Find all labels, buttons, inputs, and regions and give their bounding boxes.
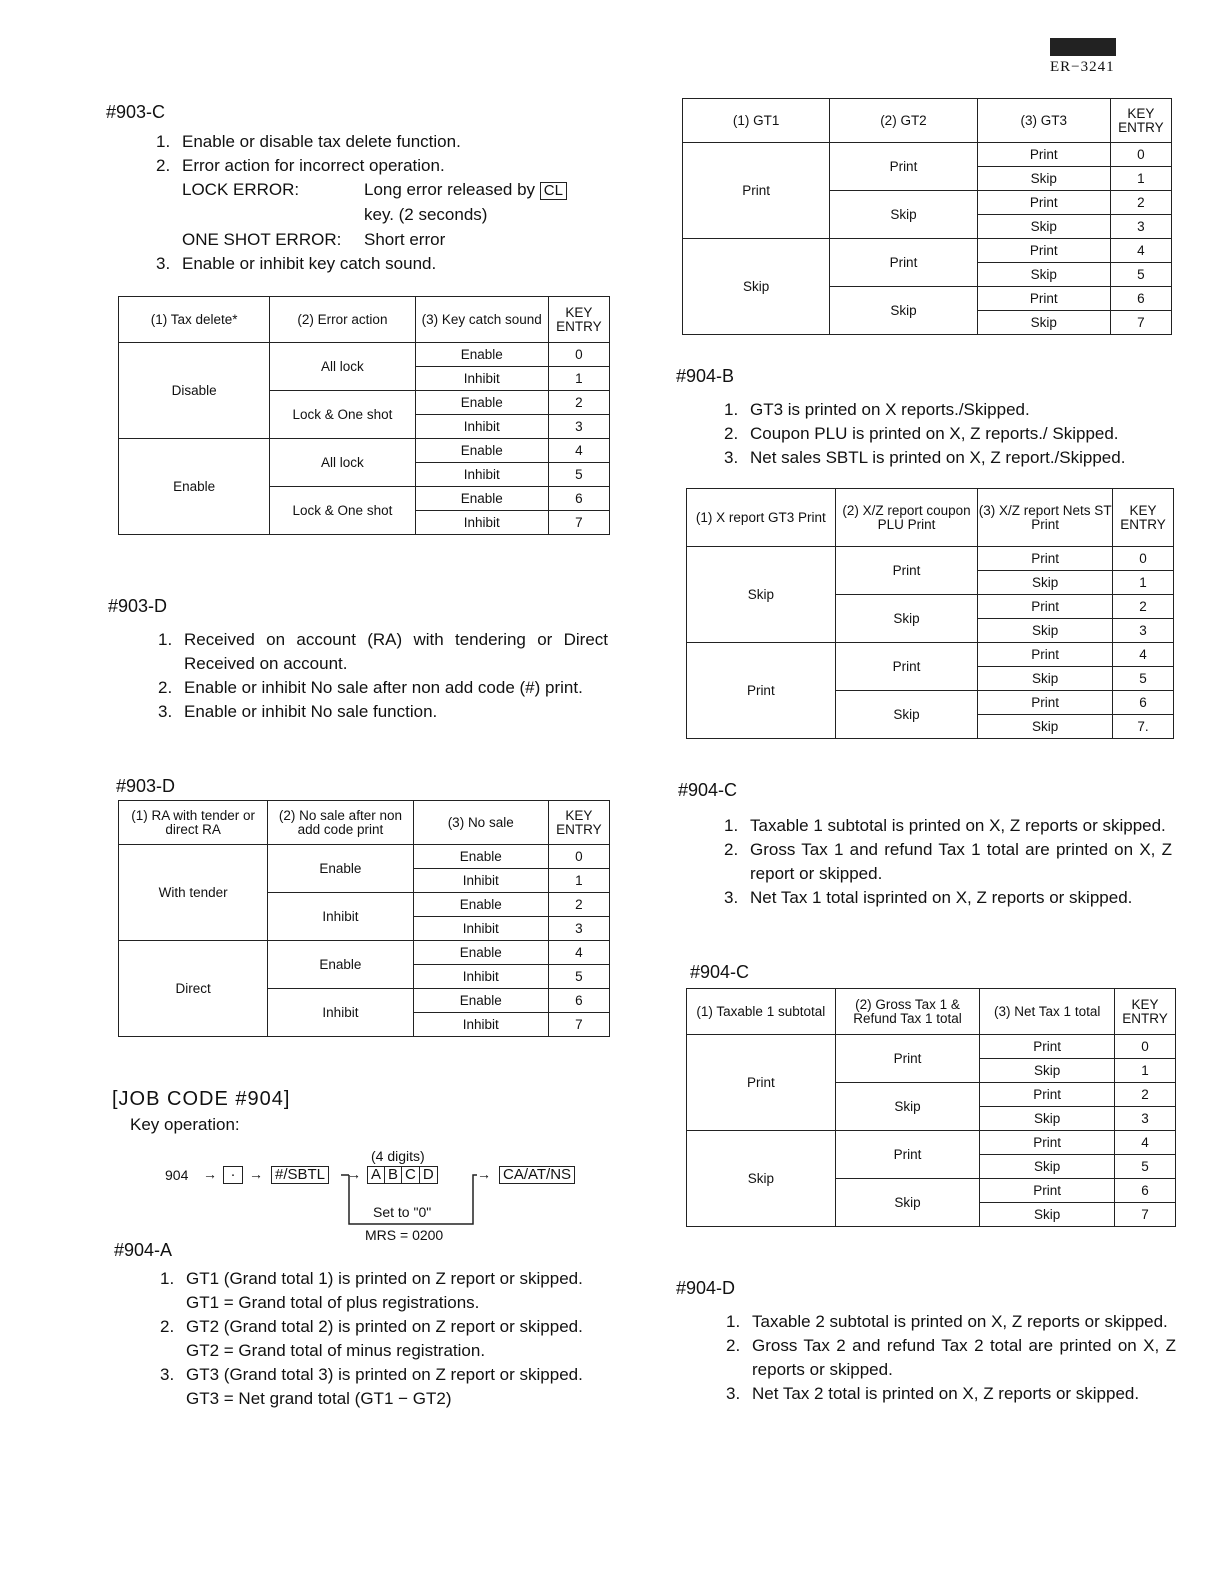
table-cell: Skip <box>683 239 830 335</box>
table-cell: Print <box>683 143 830 239</box>
key-entry-cell: 2 <box>1115 1083 1176 1107</box>
table-cell: Print <box>978 643 1113 667</box>
table-cell: Print <box>830 239 977 287</box>
sbtl-key: #/SBTL <box>271 1166 329 1184</box>
error-definitions <box>182 178 616 252</box>
table-cell: Enable <box>415 439 548 463</box>
table-row <box>119 343 610 367</box>
list-item: 1. Received on account (RA) with tendering or Direct Received on account. <box>158 630 608 673</box>
key-entry-cell: 6 <box>1113 691 1174 715</box>
table-cell: Inhibit <box>415 415 548 439</box>
key-entry-cell: 1 <box>1113 571 1174 595</box>
key-entry-cell: 7 <box>548 1013 609 1037</box>
key-entry-cell: 4 <box>1115 1131 1176 1155</box>
table-cell: Skip <box>980 1059 1115 1083</box>
list-item: 2. Enable or inhibit No sale after non add code (#) print. <box>158 678 583 697</box>
section-903c-list <box>156 130 616 276</box>
key-entry-cell: 1 <box>1115 1059 1176 1083</box>
list-item: 1. GT1 (Grand total 1) is printed on Z report or skipped. GT1 = Grand total of plus registrations. <box>160 1269 583 1312</box>
list-item: 1. Enable or disable tax delete function. <box>156 132 461 151</box>
key-entry-cell: 2 <box>548 893 609 917</box>
point-key: · <box>223 1166 243 1184</box>
key-entry-cell: 5 <box>1113 667 1174 691</box>
table-cell: Print <box>687 643 836 739</box>
arrow-icon: → <box>249 1166 263 1182</box>
table-cell: Lock & One shot <box>270 391 415 439</box>
table-header: (1) X report GT3 Print <box>687 489 836 547</box>
table-cell: Inhibit <box>415 367 548 391</box>
table-cell: Inhibit <box>413 965 548 989</box>
table-cell: Skip <box>835 691 978 739</box>
key-entry-cell: 4 <box>548 941 609 965</box>
table-cell: Print <box>980 1083 1115 1107</box>
table-row <box>119 941 610 965</box>
oneshot-error-label: ONE SHOT ERROR: <box>182 230 342 249</box>
table-cell: Print <box>977 143 1110 167</box>
model-logo-block <box>1050 38 1116 56</box>
table-cell: Enable <box>415 391 548 415</box>
section-904d-title: #904-D <box>676 1278 736 1298</box>
table-cell: Print <box>980 1035 1115 1059</box>
key-entry-cell: 5 <box>1115 1155 1176 1179</box>
table-cell: Skip <box>977 311 1110 335</box>
key-entry-cell: 5 <box>548 463 609 487</box>
table-cell: Print <box>835 547 978 595</box>
oneshot-error-text: Short error <box>364 230 446 249</box>
table-cell: Inhibit <box>415 463 548 487</box>
key-entry-cell: 3 <box>548 917 609 941</box>
table-cell: Enable <box>415 487 548 511</box>
key-entry-cell: 2 <box>1113 595 1174 619</box>
set-to-zero-label: Set to "0" <box>373 1204 432 1220</box>
table-904c <box>686 988 1176 1227</box>
list-item: 2. Coupon PLU is printed on X, Z reports./ Skipped. <box>724 424 1119 443</box>
key-entry-cell: 4 <box>1113 643 1174 667</box>
lock-error-label: LOCK ERROR: <box>182 180 300 199</box>
table-cell: Skip <box>977 167 1110 191</box>
seq-code: 904 <box>165 1167 189 1183</box>
table-header: (2) Gross Tax 1 & Refund Tax 1 total <box>835 989 980 1035</box>
table-cell: Skip <box>978 571 1113 595</box>
table-row <box>687 1035 1176 1059</box>
list-item: 1. Taxable 1 subtotal is printed on X, Z reports or skipped. <box>724 816 1166 835</box>
table-cell: Skip <box>835 1083 980 1131</box>
model-header <box>1050 38 1116 76</box>
table-cell: Skip <box>980 1107 1115 1131</box>
table-cell: Enable <box>413 845 548 869</box>
section-904b-title: #904-B <box>676 366 735 386</box>
table-cell: Enable <box>268 845 413 893</box>
table-header: (2) X/Z report coupon PLU Print <box>835 489 978 547</box>
key-entry-cell: 0 <box>548 343 609 367</box>
key-entry-cell: 3 <box>1115 1107 1176 1131</box>
table-cell: Inhibit <box>415 511 548 535</box>
digit-keys: A B C D <box>367 1166 438 1184</box>
table-header: KEY ENTRY <box>548 297 609 343</box>
table-cell: Direct <box>119 941 268 1037</box>
key-entry-cell: 6 <box>1110 287 1171 311</box>
table-header: KEY ENTRY <box>548 801 609 845</box>
table-cell: Print <box>980 1179 1115 1203</box>
table-cell: Lock & One shot <box>270 487 415 535</box>
table-904b <box>686 488 1174 739</box>
key-entry-cell: 7 <box>1115 1203 1176 1227</box>
table-row <box>687 1131 1176 1155</box>
table-cell: Print <box>835 1035 980 1083</box>
key-entry-cell: 2 <box>1110 191 1171 215</box>
table-cell: Inhibit <box>268 893 413 941</box>
list-item: 3. Enable or inhibit No sale function. <box>158 702 438 721</box>
table-header: KEY ENTRY <box>1113 489 1174 547</box>
table-cell: Print <box>977 287 1110 311</box>
list-item: 3. GT3 (Grand total 3) is printed on Z report or skipped. GT3 = Net grand total (GT1 − GT2) <box>160 1365 583 1408</box>
table-903d-title: #903-D <box>116 776 176 796</box>
table-903d <box>118 800 610 1037</box>
table-cell: All lock <box>270 439 415 487</box>
mrs-label: MRS = 0200 <box>365 1227 444 1243</box>
key-entry-cell: 5 <box>548 965 609 989</box>
cl-key: CL <box>540 182 567 200</box>
table-cell: Enable <box>413 893 548 917</box>
table-header: KEY ENTRY <box>1115 989 1176 1035</box>
section-903d-title: #903-D <box>108 596 168 616</box>
table-cell: Skip <box>977 263 1110 287</box>
list-item: 1. Taxable 2 subtotal is printed on X, Z reports or skipped. <box>726 1312 1168 1331</box>
table-cell: Skip <box>978 715 1113 739</box>
table-904a <box>682 98 1172 335</box>
table-row <box>683 239 1172 263</box>
table-row <box>119 439 610 463</box>
table-903c <box>118 296 610 535</box>
key-entry-cell: 1 <box>548 869 609 893</box>
table-cell: Print <box>835 643 978 691</box>
table-cell: Inhibit <box>413 869 548 893</box>
table-cell: Print <box>977 191 1110 215</box>
list-item: 3. Enable or inhibit key catch sound. <box>156 254 437 273</box>
table-header: KEY ENTRY <box>1110 99 1171 143</box>
list-item: 2. Gross Tax 2 and refund Tax 2 total are printed on X, Z reports or skipped. <box>726 1336 1176 1379</box>
table-cell: Enable <box>119 439 270 535</box>
table-row <box>119 845 610 869</box>
list-item: 2. Error action for incorrect operation. LOCK ERROR: Long error released by CL key. (2 seconds) ONE SHOT ERROR: Short error <box>156 154 616 252</box>
lock-error-text2: key. (2 seconds) <box>364 205 488 224</box>
table-cell: All lock <box>270 343 415 391</box>
table-cell: Enable <box>268 941 413 989</box>
table-header: (3) Key catch sound <box>415 297 548 343</box>
key-entry-cell: 1 <box>548 367 609 391</box>
digits-label: (4 digits) <box>371 1148 425 1164</box>
key-entry-cell: 0 <box>548 845 609 869</box>
section-904c-list <box>724 814 1172 910</box>
key-entry-cell: 0 <box>1115 1035 1176 1059</box>
table-cell: Disable <box>119 343 270 439</box>
list-item: 2. GT2 (Grand total 2) is printed on Z report or skipped. GT2 = Grand total of minus registration. <box>160 1317 583 1360</box>
table-row <box>683 143 1172 167</box>
table-cell: Enable <box>415 343 548 367</box>
table-cell: Print <box>978 547 1113 571</box>
key-operation-label: Key operation: <box>130 1115 240 1134</box>
table-header: (1) Tax delete* <box>119 297 270 343</box>
table-header: (1) RA with tender or direct RA <box>119 801 268 845</box>
section-904b-list <box>724 398 1174 470</box>
list-item: 3. Net Tax 1 total isprinted on X, Z reports or skipped. <box>724 888 1133 907</box>
table-cell: Skip <box>980 1155 1115 1179</box>
section-904a-list <box>160 1267 610 1411</box>
table-cell: Skip <box>830 191 977 239</box>
table-cell: Skip <box>687 1131 836 1227</box>
key-entry-cell: 3 <box>548 415 609 439</box>
table-header: (2) No sale after non add code print <box>268 801 413 845</box>
table-header: (3) No sale <box>413 801 548 845</box>
lock-error-text: Long error released by CL <box>364 178 567 202</box>
table-cell: Enable <box>413 989 548 1013</box>
key-entry-cell: 6 <box>548 487 609 511</box>
list-item: 2. Gross Tax 1 and refund Tax 1 total are printed on X, Z report or skipped. <box>724 840 1172 883</box>
table-cell: Skip <box>977 215 1110 239</box>
table-cell: Skip <box>978 619 1113 643</box>
table-cell: Print <box>687 1035 836 1131</box>
key-entry-cell: 0 <box>1113 547 1174 571</box>
table-header: (2) Error action <box>270 297 415 343</box>
key-sequence-diagram <box>165 1142 605 1247</box>
ca-at-ns-key: CA/AT/NS <box>499 1166 575 1184</box>
key-entry-cell: 3 <box>1113 619 1174 643</box>
key-entry-cell: 4 <box>1110 239 1171 263</box>
table-row <box>687 643 1174 667</box>
key-entry-cell: 3 <box>1110 215 1171 239</box>
key-entry-cell: 6 <box>548 989 609 1013</box>
key-entry-cell: 5 <box>1110 263 1171 287</box>
model-number: ER−3241 <box>1050 59 1115 75</box>
table-cell: Skip <box>980 1203 1115 1227</box>
section-904d-list <box>726 1310 1176 1406</box>
table-header: (1) GT1 <box>683 99 830 143</box>
table-cell: Inhibit <box>413 917 548 941</box>
table-cell: With tender <box>119 845 268 941</box>
arrow-icon: → <box>347 1166 361 1182</box>
table-header: (3) Net Tax 1 total <box>980 989 1115 1035</box>
key-entry-cell: 7. <box>1113 715 1174 739</box>
key-entry-cell: 2 <box>548 391 609 415</box>
table-cell: Inhibit <box>413 1013 548 1037</box>
section-904c-title: #904-C <box>678 780 738 800</box>
table-header: (1) Taxable 1 subtotal <box>687 989 836 1035</box>
table-header: (3) X/Z report Nets ST Print <box>978 489 1113 547</box>
list-item: 1. GT3 is printed on X reports./Skipped. <box>724 400 1030 419</box>
table-header: (2) GT2 <box>830 99 977 143</box>
key-entry-cell: 6 <box>1115 1179 1176 1203</box>
table-cell: Skip <box>835 595 978 643</box>
arrow-icon: → <box>203 1166 217 1182</box>
table-cell: Enable <box>413 941 548 965</box>
table-cell: Print <box>980 1131 1115 1155</box>
table-cell: Inhibit <box>268 989 413 1037</box>
table-cell: Print <box>830 143 977 191</box>
table-cell: Print <box>978 691 1113 715</box>
section-903d-list <box>158 628 608 724</box>
section-904a-title: #904-A <box>114 1240 173 1260</box>
table-cell: Print <box>978 595 1113 619</box>
table-cell: Skip <box>830 287 977 335</box>
table-cell: Skip <box>687 547 836 643</box>
key-entry-cell: 7 <box>1110 311 1171 335</box>
key-entry-cell: 0 <box>1110 143 1171 167</box>
section-903c-title: #903-C <box>106 102 166 122</box>
key-entry-cell: 7 <box>548 511 609 535</box>
table-row <box>687 547 1174 571</box>
key-entry-cell: 4 <box>548 439 609 463</box>
key-entry-cell: 1 <box>1110 167 1171 191</box>
table-cell: Skip <box>978 667 1113 691</box>
list-item: 3. Net sales SBTL is printed on X, Z report./Skipped. <box>724 448 1126 467</box>
arrow-icon: → <box>477 1166 491 1182</box>
table-904c-title: #904-C <box>690 962 750 982</box>
table-cell: Skip <box>835 1179 980 1227</box>
list-item: 3. Net Tax 2 total is printed on X, Z reports or skipped. <box>726 1384 1140 1403</box>
table-header: (3) GT3 <box>977 99 1110 143</box>
table-cell: Print <box>977 239 1110 263</box>
table-cell: Print <box>835 1131 980 1179</box>
job-code-904-title: [JOB CODE #904] <box>112 1088 291 1110</box>
